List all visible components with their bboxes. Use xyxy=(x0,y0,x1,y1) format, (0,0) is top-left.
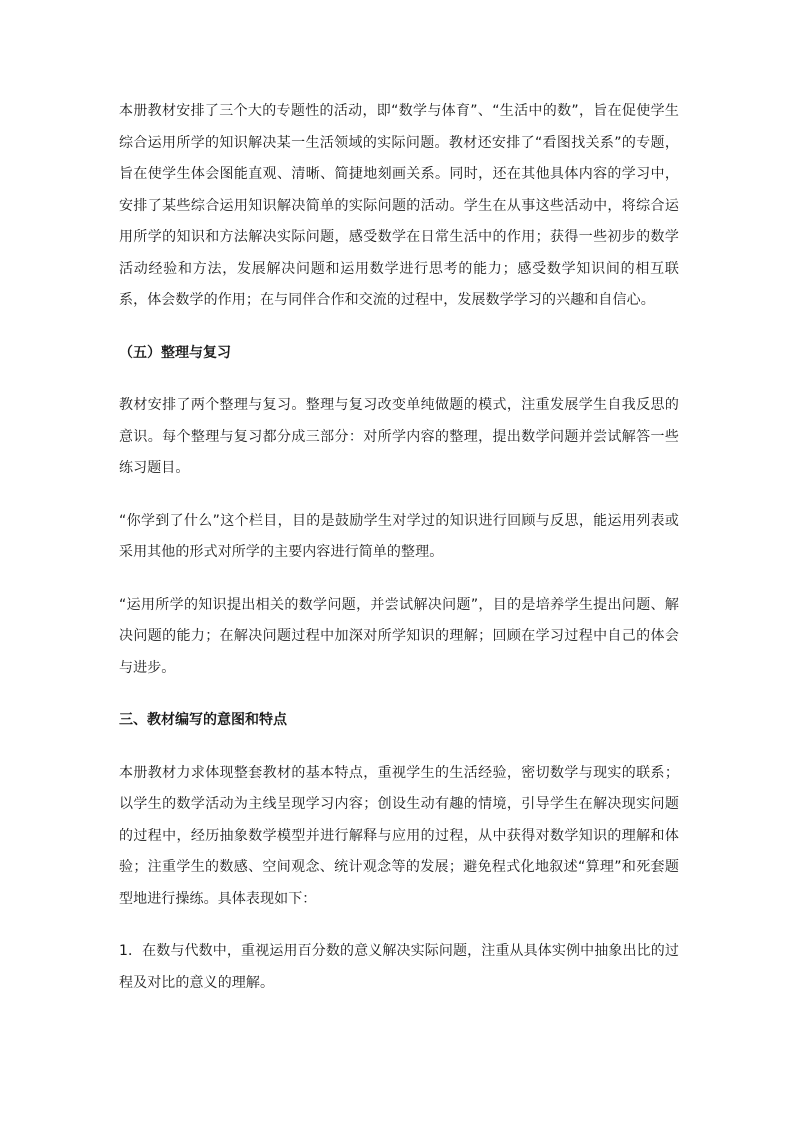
section-heading-intent-features: 三、教材编写的意图和特点 xyxy=(119,712,287,728)
paragraph-number-algebra: 1．在数与代数中，重视运用百分数的意义解决实际问题，注重从具体实例中抽象出比的过程及对比的意义的理解。 xyxy=(119,943,679,991)
paragraph-pose-problems: “运用所学的知识提出相关的数学问题，并尝试解决问题”，目的是培养学生提出问题、解决问题的能力；在解决问题过程中加深对所学知识的理解；回顾在学习过程中自己的体会与进步。 xyxy=(119,596,679,676)
paragraph-what-you-learned: “你学到了什么”这个栏目，目的是鼓励学生对学过的知识进行回顾与反思，能运用列表或采用其他的形式对所学的主要内容进行简单的整理。 xyxy=(119,512,679,560)
paragraph-features-overview: 本册教材力求体现整套教材的基本特点，重视学生的生活经验，密切数学与现实的联系；以学生的数学活动为主线呈现学习内容；创设生动有趣的情境，引导学生在解决现实问题的过程中，经历抽象数学模型并进行解释与应用的过程，从中获得对数学知识的理解和体验；注重学生的数感、空间观念、统计观念等的发展；避免程式化地叙述“算理”和死套题型地进行操练。具体表现如下： xyxy=(119,764,679,907)
document-body xyxy=(119,96,679,999)
section-heading-review: （五）整理与复习 xyxy=(119,344,231,361)
paragraph-review-intro: 教材安排了两个整理与复习。整理与复习改变单纯做题的模式，注重发展学生自我反思的意识。每个整理与复习都分成三部分：对所学内容的整理，提出数学问题并尝试解答一些练习题目。 xyxy=(119,397,679,476)
paragraph-comprehensive-activities: 本册教材安排了三个大的专题性的活动，即“数学与体育”、“生活中的数”，旨在促使学生综合运用所学的知识解决某一生活领域的实际问题。教材还安排了“看图找关系”的专题，旨在使学生体会图能直观、清晰、简捷地刻画关系。同时，还在其他具体内容的学习中，安排了某些综合运用知识解决简单的实际问题的活动。学生在从事这些活动中，将综合运用所学的知识和方法解决实际问题，感受数学在日常生活中的作用；获得一些初步的数学活动经验和方法，发展解决问题和运用数学进行思考的能力；感受数学知识间的相互联系，体会数学的作用；在与同伴合作和交流的过程中，发展数学学习的兴趣和自信心。 xyxy=(119,103,679,308)
